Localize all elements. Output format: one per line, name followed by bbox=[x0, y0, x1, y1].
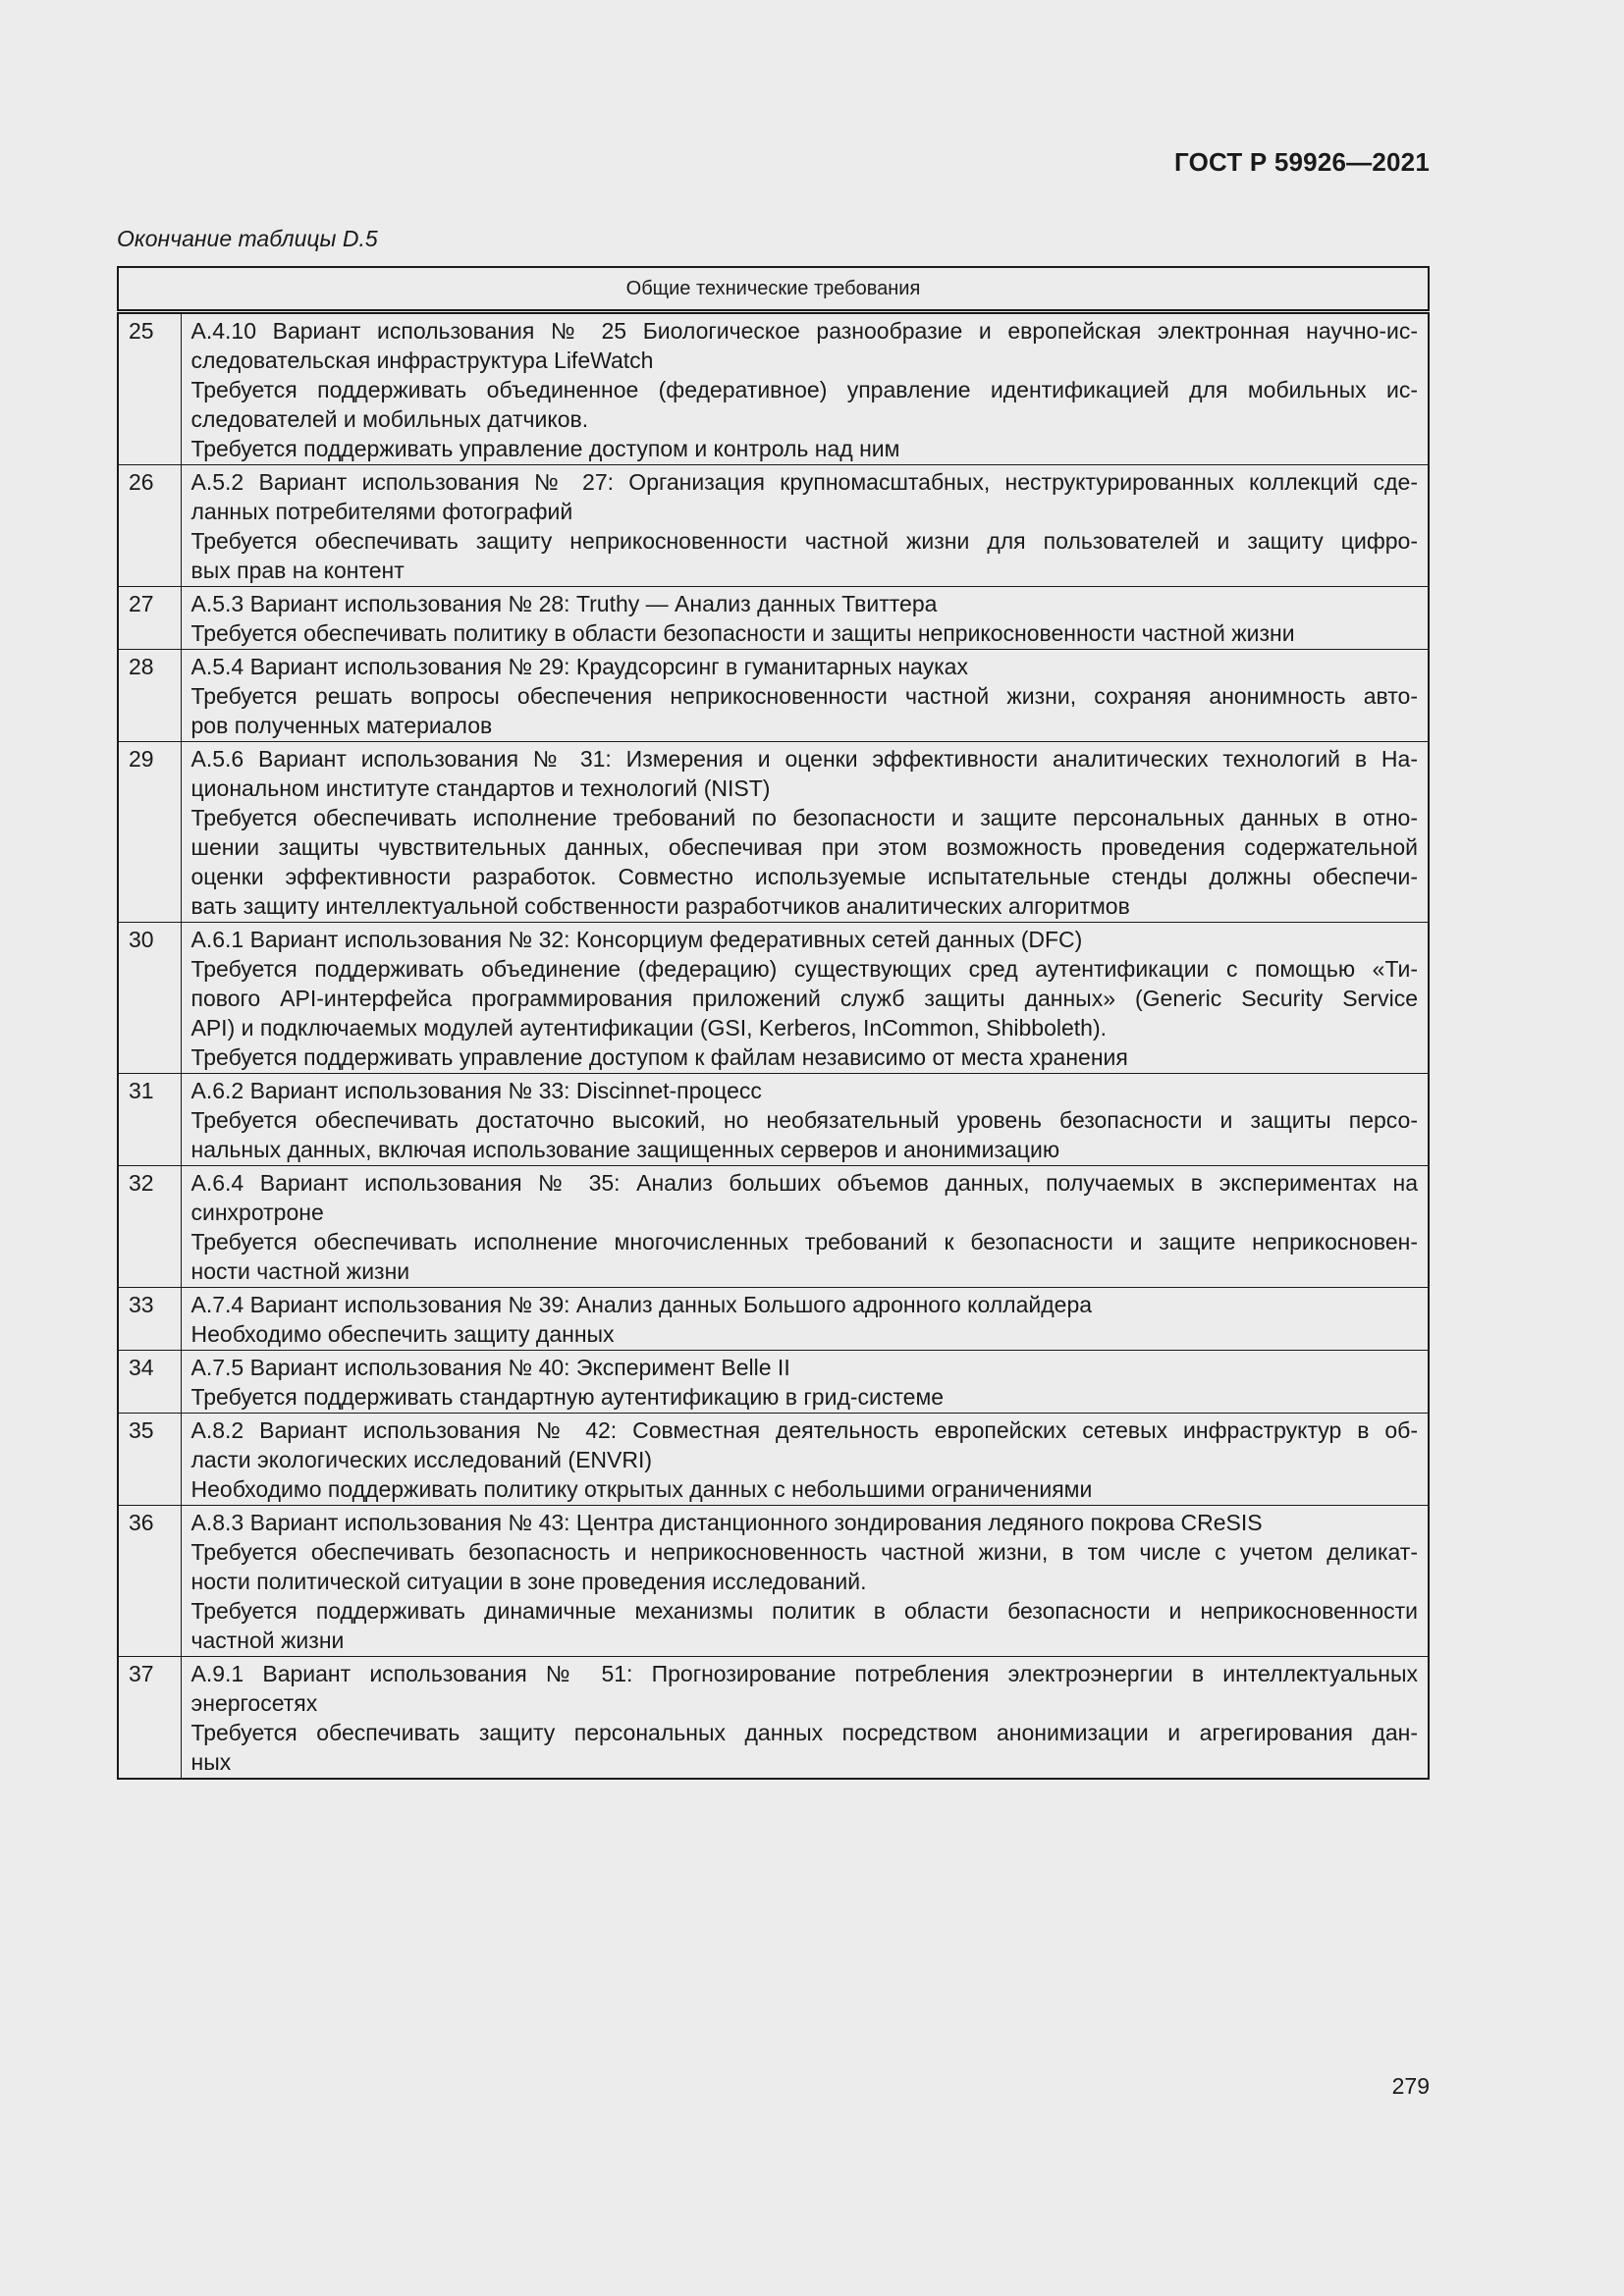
text-line: А.9.1 Вариант использования № 51: Прогнозирование потребления электроэнергии в интеллектуальных bbox=[190, 1661, 1418, 1686]
text-line: Требуется обеспечивать защиту неприкосновенности частной жизни для пользователей и защиту цифро- bbox=[190, 528, 1418, 554]
row-requirement-text bbox=[181, 1166, 1429, 1288]
text-line: А.4.10 Вариант использования № 25 Биологическое разнообразие и европейская электронная научно-ис- bbox=[190, 318, 1418, 344]
row-requirement-text bbox=[181, 1351, 1429, 1414]
text-line: А.8.2 Вариант использования № 42: Совместная деятельность европейских сетевых инфраструктур в об- bbox=[190, 1417, 1418, 1443]
text-line: Необходимо обеспечить защиту данных bbox=[190, 1321, 615, 1347]
text-line: следователей и мобильных датчиков. bbox=[190, 406, 589, 432]
row-number: 26 bbox=[118, 465, 181, 587]
text-line: синхротроне bbox=[190, 1200, 324, 1225]
requirements-table bbox=[117, 266, 1430, 1780]
text-line: А.6.1 Вариант использования № 32: Консорциум федеративных сетей данных (DFC) bbox=[190, 927, 1083, 952]
row-number: 37 bbox=[118, 1657, 181, 1780]
row-number: 36 bbox=[118, 1506, 181, 1657]
text-line: Требуется обеспечивать защиту персональных данных посредством анонимизации и агрегирования дан- bbox=[190, 1720, 1418, 1745]
row-number: 35 bbox=[118, 1414, 181, 1506]
table-row bbox=[118, 1351, 1429, 1414]
row-number: 31 bbox=[118, 1074, 181, 1166]
row-requirement-text bbox=[181, 587, 1429, 650]
row-requirement-text bbox=[181, 1506, 1429, 1657]
text-line: Требуется поддерживать объединенное (федеративное) управление идентификацией для мобильных ис- bbox=[190, 377, 1418, 402]
text-line: Требуется обеспечивать исполнение требований по безопасности и защите персональных данных в отно- bbox=[190, 805, 1418, 830]
table-header: Общие технические требования bbox=[118, 267, 1429, 312]
text-line: API) и подключаемых модулей аутентификации (GSI, Kerberos, InCommon, Shibboleth). bbox=[190, 1015, 1108, 1041]
text-line: ров полученных материалов bbox=[190, 713, 493, 738]
row-requirement-text bbox=[181, 312, 1429, 465]
text-line: пового API-интерфейса программирования приложений служб защиты данных» (Generic Security Service bbox=[190, 986, 1418, 1011]
table-row bbox=[118, 1414, 1429, 1506]
text-line: Требуется поддерживать управление доступом и контроль над ним bbox=[190, 436, 900, 461]
text-line: Требуется поддерживать стандартную аутентификацию в грид-системе bbox=[190, 1384, 945, 1410]
table-row bbox=[118, 587, 1429, 650]
row-requirement-text bbox=[181, 1414, 1429, 1506]
table-row bbox=[118, 312, 1429, 465]
table-row bbox=[118, 650, 1429, 742]
text-line: энергосетях bbox=[190, 1690, 318, 1716]
table-row bbox=[118, 1506, 1429, 1657]
text-line: Требуется обеспечивать исполнение многочисленных требований к безопасности и защите неприкосновен- bbox=[190, 1229, 1418, 1255]
table-row bbox=[118, 1288, 1429, 1351]
text-line: А.8.3 Вариант использования № 43: Центра дистанционного зондирования ледяного покрова CReSIS bbox=[190, 1510, 1263, 1535]
text-line: Требуется поддерживать динамичные механизмы политик в области безопасности и неприкосновенности bbox=[190, 1598, 1418, 1624]
row-requirement-text bbox=[181, 650, 1429, 742]
text-line: Требуется поддерживать объединение (федерацию) существующих сред аутентификации с помощью «Ти- bbox=[190, 956, 1418, 982]
row-number: 27 bbox=[118, 587, 181, 650]
row-number: 33 bbox=[118, 1288, 181, 1351]
row-number: 25 bbox=[118, 312, 181, 465]
requirements-table-container bbox=[117, 266, 1430, 1780]
text-line: оценки эффективности разработок. Совместно используемые испытательные стенды должны обеспечи- bbox=[190, 864, 1418, 889]
text-line: Требуется обеспечивать достаточно высокий, но необязательный уровень безопасности и защиты персо- bbox=[190, 1107, 1418, 1133]
text-line: А.5.3 Вариант использования № 28: Truthy — Анализ данных Твиттера bbox=[190, 591, 938, 616]
text-line: Требуется поддерживать управление доступом к файлам независимо от места хранения bbox=[190, 1044, 1128, 1070]
row-number: 34 bbox=[118, 1351, 181, 1414]
table-row bbox=[118, 1166, 1429, 1288]
row-number: 28 bbox=[118, 650, 181, 742]
text-line: следовательская инфраструктура LifeWatch bbox=[190, 347, 654, 373]
table-body bbox=[118, 312, 1429, 1780]
text-line: вых прав на контент bbox=[190, 558, 405, 583]
table-header-row bbox=[118, 267, 1429, 312]
row-number: 32 bbox=[118, 1166, 181, 1288]
standard-number: ГОСТ Р 59926—2021 bbox=[1174, 147, 1430, 177]
row-requirement-text bbox=[181, 742, 1429, 923]
row-requirement-text bbox=[181, 1074, 1429, 1166]
row-requirement-text bbox=[181, 1288, 1429, 1351]
text-line: частной жизни bbox=[190, 1628, 345, 1653]
text-line: ласти экологических исследований (ENVRI) bbox=[190, 1447, 653, 1472]
table-caption: Окончание таблицы D.5 bbox=[117, 226, 378, 251]
text-line: Необходимо поддерживать политику открытых данных с небольшими ограничениями bbox=[190, 1476, 1093, 1502]
text-line: Требуется обеспечивать политику в области безопасности и защиты неприкосновенности частной жизни bbox=[190, 620, 1295, 646]
text-line: циональном институте стандартов и технологий (NIST) bbox=[190, 775, 771, 801]
row-number: 29 bbox=[118, 742, 181, 923]
row-number: 30 bbox=[118, 923, 181, 1074]
text-line: Требуется обеспечивать безопасность и неприкосновенность частной жизни, в том числе с учетом деликат- bbox=[190, 1539, 1418, 1565]
page-number: 279 bbox=[1391, 2073, 1430, 2099]
text-line: шении защиты чувствительных данных, обеспечивая при этом возможность проведения содержательной bbox=[190, 834, 1418, 860]
row-requirement-text bbox=[181, 465, 1429, 587]
text-line: А.6.4 Вариант использования № 35: Анализ больших объемов данных, получаемых в экспериментах на bbox=[190, 1170, 1418, 1196]
row-requirement-text bbox=[181, 1657, 1429, 1780]
text-line: нальных данных, включая использование защищенных серверов и анонимизацию bbox=[190, 1137, 1060, 1162]
table-row bbox=[118, 1657, 1429, 1780]
table-row bbox=[118, 465, 1429, 587]
text-line: А.5.6 Вариант использования № 31: Измерения и оценки эффективности аналитических технологий в На- bbox=[190, 746, 1418, 772]
text-line: ланных потребителями фотографий bbox=[190, 499, 573, 524]
text-line: ности политической ситуации в зоне проведения исследований. bbox=[190, 1569, 867, 1594]
text-line: А.7.4 Вариант использования № 39: Анализ данных Большого адронного коллайдера bbox=[190, 1292, 1093, 1317]
text-line: Требуется решать вопросы обеспечения неприкосновенности частной жизни, сохраняя анонимность авто- bbox=[190, 683, 1418, 709]
text-line: А.7.5 Вариант использования № 40: Эксперимент Belle II bbox=[190, 1355, 790, 1380]
table-row bbox=[118, 923, 1429, 1074]
table-row bbox=[118, 1074, 1429, 1166]
text-line: ности частной жизни bbox=[190, 1258, 410, 1284]
text-line: А.6.2 Вариант использования № 33: Discinnet-процесс bbox=[190, 1078, 762, 1103]
text-line: А.5.2 Вариант использования № 27: Организация крупномасштабных, неструктурированных коллекций сде- bbox=[190, 469, 1418, 495]
text-line: А.5.4 Вариант использования № 29: Краудсорсинг в гуманитарных науках bbox=[190, 654, 968, 679]
text-line: вать защиту интеллектуальной собственности разработчиков аналитических алгоритмов bbox=[190, 893, 1130, 919]
text-line: ных bbox=[190, 1749, 232, 1775]
row-requirement-text bbox=[181, 923, 1429, 1074]
table-row bbox=[118, 742, 1429, 923]
